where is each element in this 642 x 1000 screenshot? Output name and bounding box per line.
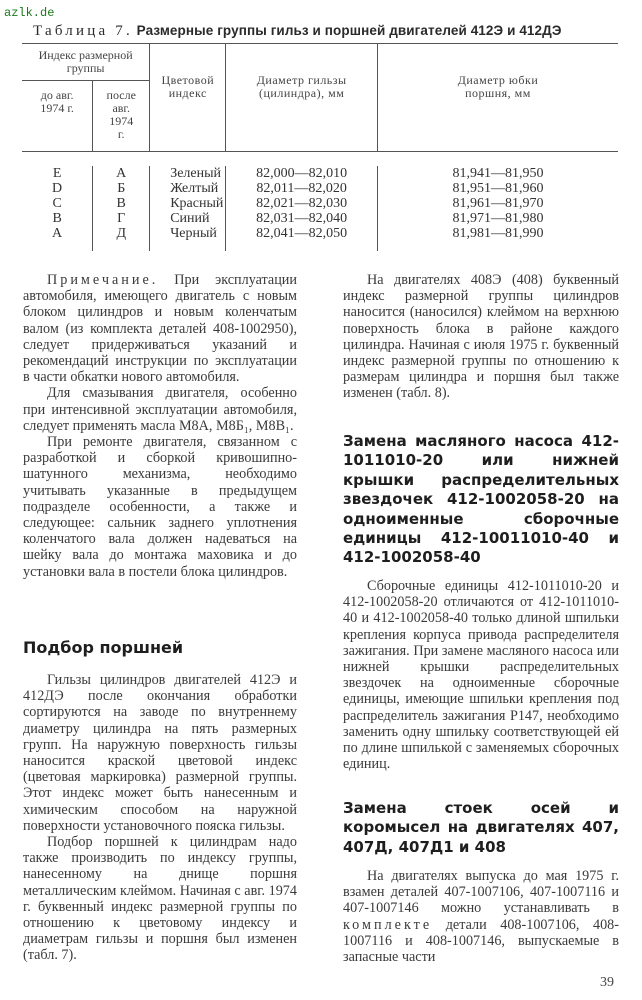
cell-liner: 82,041—82,050 [226, 226, 378, 241]
paragraph: Для смазывания двигателя, особенно при интенсивной эксплуатации автомобиля, следует применять масла М8А, М8Б₁, М8В₁. [23, 385, 297, 434]
cell-before: E [52, 166, 62, 181]
table-caption [33, 23, 562, 40]
paragraph: Гильзы цилиндров двигателей 412Э и 412ДЭ после окончания обработки сортируются на заводе по внутреннему диаметру цилиндра на пять размерных групп. На наружную поверхность гильзы наносится краской цветовой индекс (цветовая маркировка) размерной группы. Этот индекс может быть нанесенным и химическим способом на наружной поверхности установочного пояска гильзы. [23, 672, 297, 834]
paragraph: Подбор поршней к цилиндрам надо также производить по индексу группы, нанесенному на днище поршня металлическим клеймом. Начиная с авг. 1974 г. буквенный индекс размерной группы по отношению к цветовому индексу и диаметрам гильзы и поршня был изменен (табл. 7). [23, 834, 297, 964]
section-heading-rocker-stands: Замена стоек осей и коромысел на двигателях 407, 407Д, 407Д1 и 408 [343, 799, 619, 856]
left-column-top [23, 272, 297, 580]
paragraph: При ремонте двигателя, связанном с разработкой и сборкой кривошипно-шатунного механизма, необходимо учитывать указанные в предыдущем подразделе особенности, а также и следующее: сальник заднего уплотнения коленчатого вала должен надеваться на шейку вала до монтажа маховика и до установки вала в постели блока цилиндров. [23, 434, 297, 580]
header-before-aug-1974: до авг. 1974 г. [40, 88, 74, 115]
cell-color: Черный [150, 226, 226, 241]
cell-before: A [52, 226, 63, 241]
cell-skirt: 81,941—81,950 [377, 166, 618, 181]
section-heading-oil-pump: Замена масляного насоса 412-1011010-20 или нижней крышки распределительных звездочек 412-1002058-20 на одноименные сборочные единицы 412-10011010-40 и 412-1002058-40 [343, 432, 619, 567]
section-heading-piston-selection: Подбор поршней [23, 638, 184, 657]
cell-color: Зеленый [150, 166, 226, 181]
paragraph-text-end: детали 408-1007106, 408-1007116 и 408-1007146, выпускаемые в запасные части [343, 916, 619, 966]
cell-after: В [93, 196, 150, 211]
right-column-oil-pump-text [343, 578, 619, 772]
cell-liner: 82,021—82,030 [226, 196, 378, 211]
cell-after: Г [93, 211, 150, 226]
note-paragraph [23, 272, 297, 385]
cell-before: B [52, 211, 62, 226]
note-label: Примечание. [47, 272, 159, 288]
paragraph-text-start: На двигателях выпуска до мая 1975 г. взамен деталей 407-1007106, 407-1007116 и 407-1007146 можно устанавливать в [343, 868, 619, 917]
header-skirt-diameter: Диаметр юбки поршня, мм [377, 44, 618, 152]
cell-liner: 82,031—82,040 [226, 211, 378, 226]
table-caption-label: Таблица 7. [33, 23, 133, 39]
cell-liner: 82,000—82,010 [226, 166, 378, 181]
table-row [22, 196, 618, 211]
size-groups-table [22, 43, 618, 251]
right-column-intro [343, 272, 619, 402]
header-after-aug-1974: после авг. 1974 г. [93, 81, 150, 152]
header-group-index: Индекс размерной группы [22, 44, 150, 81]
cell-skirt: 81,981—81,990 [377, 226, 618, 241]
watermark: azlk.de [4, 6, 55, 20]
right-column-rocker-text [343, 868, 619, 965]
cell-after: Д [93, 226, 150, 241]
paragraph: На двигателях 408Э (408) буквенный индекс размерной группы цилиндров наносится (наносился) клеймом на верхнюю поверхность блока в районе каждого цилиндра. Начиная с июля 1975 г. буквенный индекс размерной группы по отношению к размерам цилиндра и поршня был также изменен (табл. 8). [343, 272, 619, 402]
paragraph: Сборочные единицы 412-1011010-20 и 412-1002058-20 отличаются от 412-1011010-40 и 412-1002058-40 только длиной шпильки крепления корпуса привода распределителя зажигания. При замене масляного насоса или нижней крышки распределительных звездочек на одноименные сборочные единицы, имеющие шпильки крепления под распределитель зажигания Р147, необходимо заменить одну шпильку соответствующей ей по длине шпилькой с заменяемых сборочных единиц. [343, 578, 619, 773]
paragraph-text-spaced: комплекте [343, 916, 433, 933]
table-caption-title: Размерные группы гильз и поршней двигателей 412Э и 412ДЭ [136, 23, 562, 38]
cell-skirt: 81,951—81,960 [377, 181, 618, 196]
cell-color: Красный [150, 196, 226, 211]
cell-liner: 82,011—82,020 [226, 181, 378, 196]
left-column-bottom [23, 672, 297, 964]
cell-color: Желтый [150, 181, 226, 196]
cell-after: А [93, 166, 150, 181]
header-liner-diameter: Диаметр гильзы (цилиндра), мм [226, 44, 378, 152]
cell-color: Синий [150, 211, 226, 226]
table-row [22, 181, 618, 196]
table-row [22, 166, 618, 181]
cell-skirt: 81,971—81,980 [377, 211, 618, 226]
cell-after: Б [93, 181, 150, 196]
table-row [22, 211, 618, 226]
cell-before: C [52, 196, 62, 211]
cell-before: D [52, 181, 63, 196]
paragraph [343, 868, 619, 965]
header-color-index: Цветовой индекс [150, 44, 226, 152]
page-number: 39 [600, 975, 614, 990]
table-row [22, 226, 618, 241]
cell-skirt: 81,961—81,970 [377, 196, 618, 211]
note-text: При эксплуатации автомобиля, имеющего двигатель с новым блоком цилиндров и новым коленчатым валом (из комплекта деталей 408-1002950), следует придерживаться указаний и рекомендаций инструкции по эксплуатации в части обкатки нового автомобиля. [23, 272, 297, 386]
